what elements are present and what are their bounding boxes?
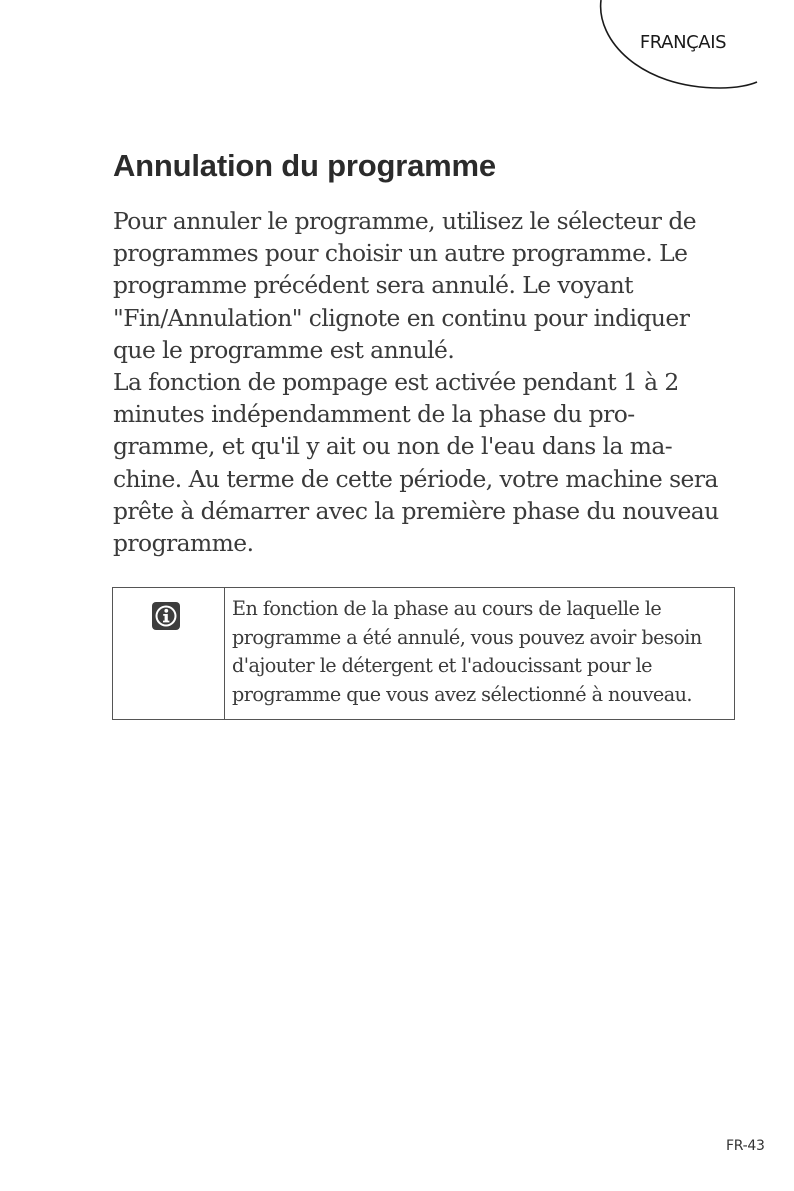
section-title: Annulation du programme	[113, 148, 496, 183]
body-line: gramme, et qu'il y ait ou non de l'eau dans la ma-	[113, 432, 673, 461]
note-text	[225, 588, 702, 719]
language-label: FRANÇAIS	[639, 32, 727, 53]
body-line: programme précédent sera annulé. Le voyant	[113, 271, 634, 300]
body-line: prête à démarrer avec la première phase du nouveau	[113, 496, 719, 525]
body-line: minutes indépendamment de la phase du pro-	[113, 400, 635, 429]
page-number: FR-43	[726, 1138, 765, 1154]
body-line: que le programme est annulé.	[113, 335, 455, 364]
note-line: programme a été annulé, vous pouvez avoir besoin	[232, 625, 702, 649]
note-box	[112, 587, 735, 720]
body-line: Pour annuler le programme, utilisez le sélecteur de	[113, 207, 697, 235]
body-line: programmes pour choisir un autre programme. Le	[113, 239, 688, 268]
body-line: La fonction de pompage est activée pendant 1 à 2	[113, 368, 679, 397]
note-icon-cell	[113, 588, 225, 719]
note-line: En fonction de la phase au cours de laquelle le	[232, 597, 662, 620]
note-line: d'ajouter le détergent et l'adoucissant pour le	[232, 654, 652, 677]
body-paragraph	[113, 205, 723, 559]
body-line: programme.	[113, 529, 254, 558]
note-line: programme que vous avez sélectionné à nouveau.	[232, 682, 692, 706]
body-line: "Fin/Annulation" clignote en continu pour indiquer	[113, 303, 690, 332]
body-line: chine. Au terme de cette période, votre machine sera	[113, 464, 718, 493]
info-icon	[151, 601, 181, 631]
